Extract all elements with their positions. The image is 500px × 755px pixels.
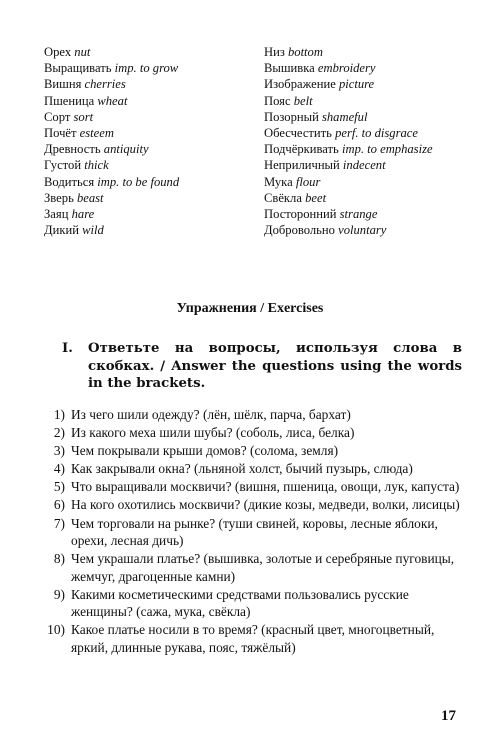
question-number: 1) xyxy=(53,407,65,422)
question-text: Как закрывали окна? (льняной холст, бычий пузырь, слюда) xyxy=(71,461,413,477)
vocabulary-list xyxy=(44,44,474,238)
question-text: На кого охотились москвичи? (дикие козы, медведи, волки, лисицы) xyxy=(71,497,460,513)
page-number: 17 xyxy=(441,708,456,724)
question-number: 9) xyxy=(53,586,65,602)
vocab-entry: Зверь beast xyxy=(44,190,104,205)
question-text: Чем покрывали крыши домов? (солома, земля) xyxy=(71,443,339,459)
question-text: Из какого меха шили шубы? (соболь, лиса, белка) xyxy=(71,425,355,441)
question-item xyxy=(42,586,466,621)
vocab-entry: Пояс belt xyxy=(264,93,313,108)
task-number: I. xyxy=(62,341,73,356)
question-item xyxy=(42,621,466,656)
question-item xyxy=(42,460,466,478)
question-text: Какими косметическими средствами пользовались русские женщины? (сажа, мука, свёкла) xyxy=(71,586,409,620)
vocab-entry: Неприличный indecent xyxy=(264,158,386,173)
question-number: 8) xyxy=(53,551,65,567)
question-number: 3) xyxy=(53,443,65,459)
vocab-entry: Почёт esteem xyxy=(44,126,114,141)
task-instruction xyxy=(62,340,462,393)
vocabulary-column-right xyxy=(264,44,474,238)
question-number: 5) xyxy=(53,479,65,495)
vocab-entry: Пшеница wheat xyxy=(44,93,128,108)
question-number: 10) xyxy=(47,622,65,638)
question-item xyxy=(42,424,466,442)
question-number: 6) xyxy=(53,497,65,513)
vocab-entry: Заяц hare xyxy=(44,207,95,222)
question-text: Чем украшали платье? (вышивка, золотые и серебряные пуговицы, жемчуг, драгоценные камни) xyxy=(71,551,455,584)
task-text: Ответьте на вопросы, используя слова в скобках. / Answer the questions using the words in the brackets. xyxy=(88,341,462,391)
vocab-entry: Мука flour xyxy=(264,174,321,189)
vocab-entry: Подчёркивать imp. to emphasize xyxy=(264,142,433,157)
question-item xyxy=(42,442,466,460)
vocab-entry: Дикий wild xyxy=(44,223,104,238)
vocab-entry: Водиться imp. to be found xyxy=(44,174,180,189)
question-item xyxy=(42,478,466,496)
vocab-entry: Вишня cherries xyxy=(44,77,126,92)
vocab-entry: Обесчестить perf. to disgrace xyxy=(264,126,418,141)
vocab-entry: Свёкла beet xyxy=(264,190,327,205)
vocab-entry: Посторонний strange xyxy=(264,207,378,222)
question-item xyxy=(42,406,466,424)
vocab-entry: Выращивать imp. to grow xyxy=(44,61,179,76)
vocab-entry: Орех nut xyxy=(44,45,91,59)
question-text: Какое платье носили в то время? (красный цвет, многоцветный, яркий, длинные рукава, пояс, тяжёлый) xyxy=(71,622,435,655)
question-number: 7) xyxy=(53,515,65,531)
vocab-entry: Изображение picture xyxy=(264,77,375,92)
question-list xyxy=(42,406,466,657)
question-item xyxy=(42,550,466,585)
vocab-entry: Добровольно voluntary xyxy=(264,223,387,238)
vocab-entry: Сорт sort xyxy=(44,109,94,124)
vocab-entry: Позорный shameful xyxy=(264,109,368,124)
question-text: Что выращивали москвичи? (вишня, пшеница, овощи, лук, капуста) xyxy=(71,479,460,495)
question-item xyxy=(42,496,466,514)
vocabulary-column-left xyxy=(44,44,264,238)
vocab-entry: Густой thick xyxy=(44,158,109,173)
question-text: Из чего шили одежду? (лён, шёлк, парча, бархат) xyxy=(71,407,351,422)
question-text: Чем торговали на рынке? (туши свиней, коровы, лесные яблоки, орехи, лесная дичь) xyxy=(71,515,438,549)
exercises-heading: Упражнения / Exercises xyxy=(176,301,324,316)
vocab-entry: Вышивка embroidery xyxy=(264,61,376,76)
question-number: 2) xyxy=(53,425,65,441)
vocab-entry: Древность antiquity xyxy=(44,142,149,157)
vocab-entry: Низ bottom xyxy=(264,45,323,59)
question-item xyxy=(42,515,466,550)
question-number: 4) xyxy=(53,461,65,477)
